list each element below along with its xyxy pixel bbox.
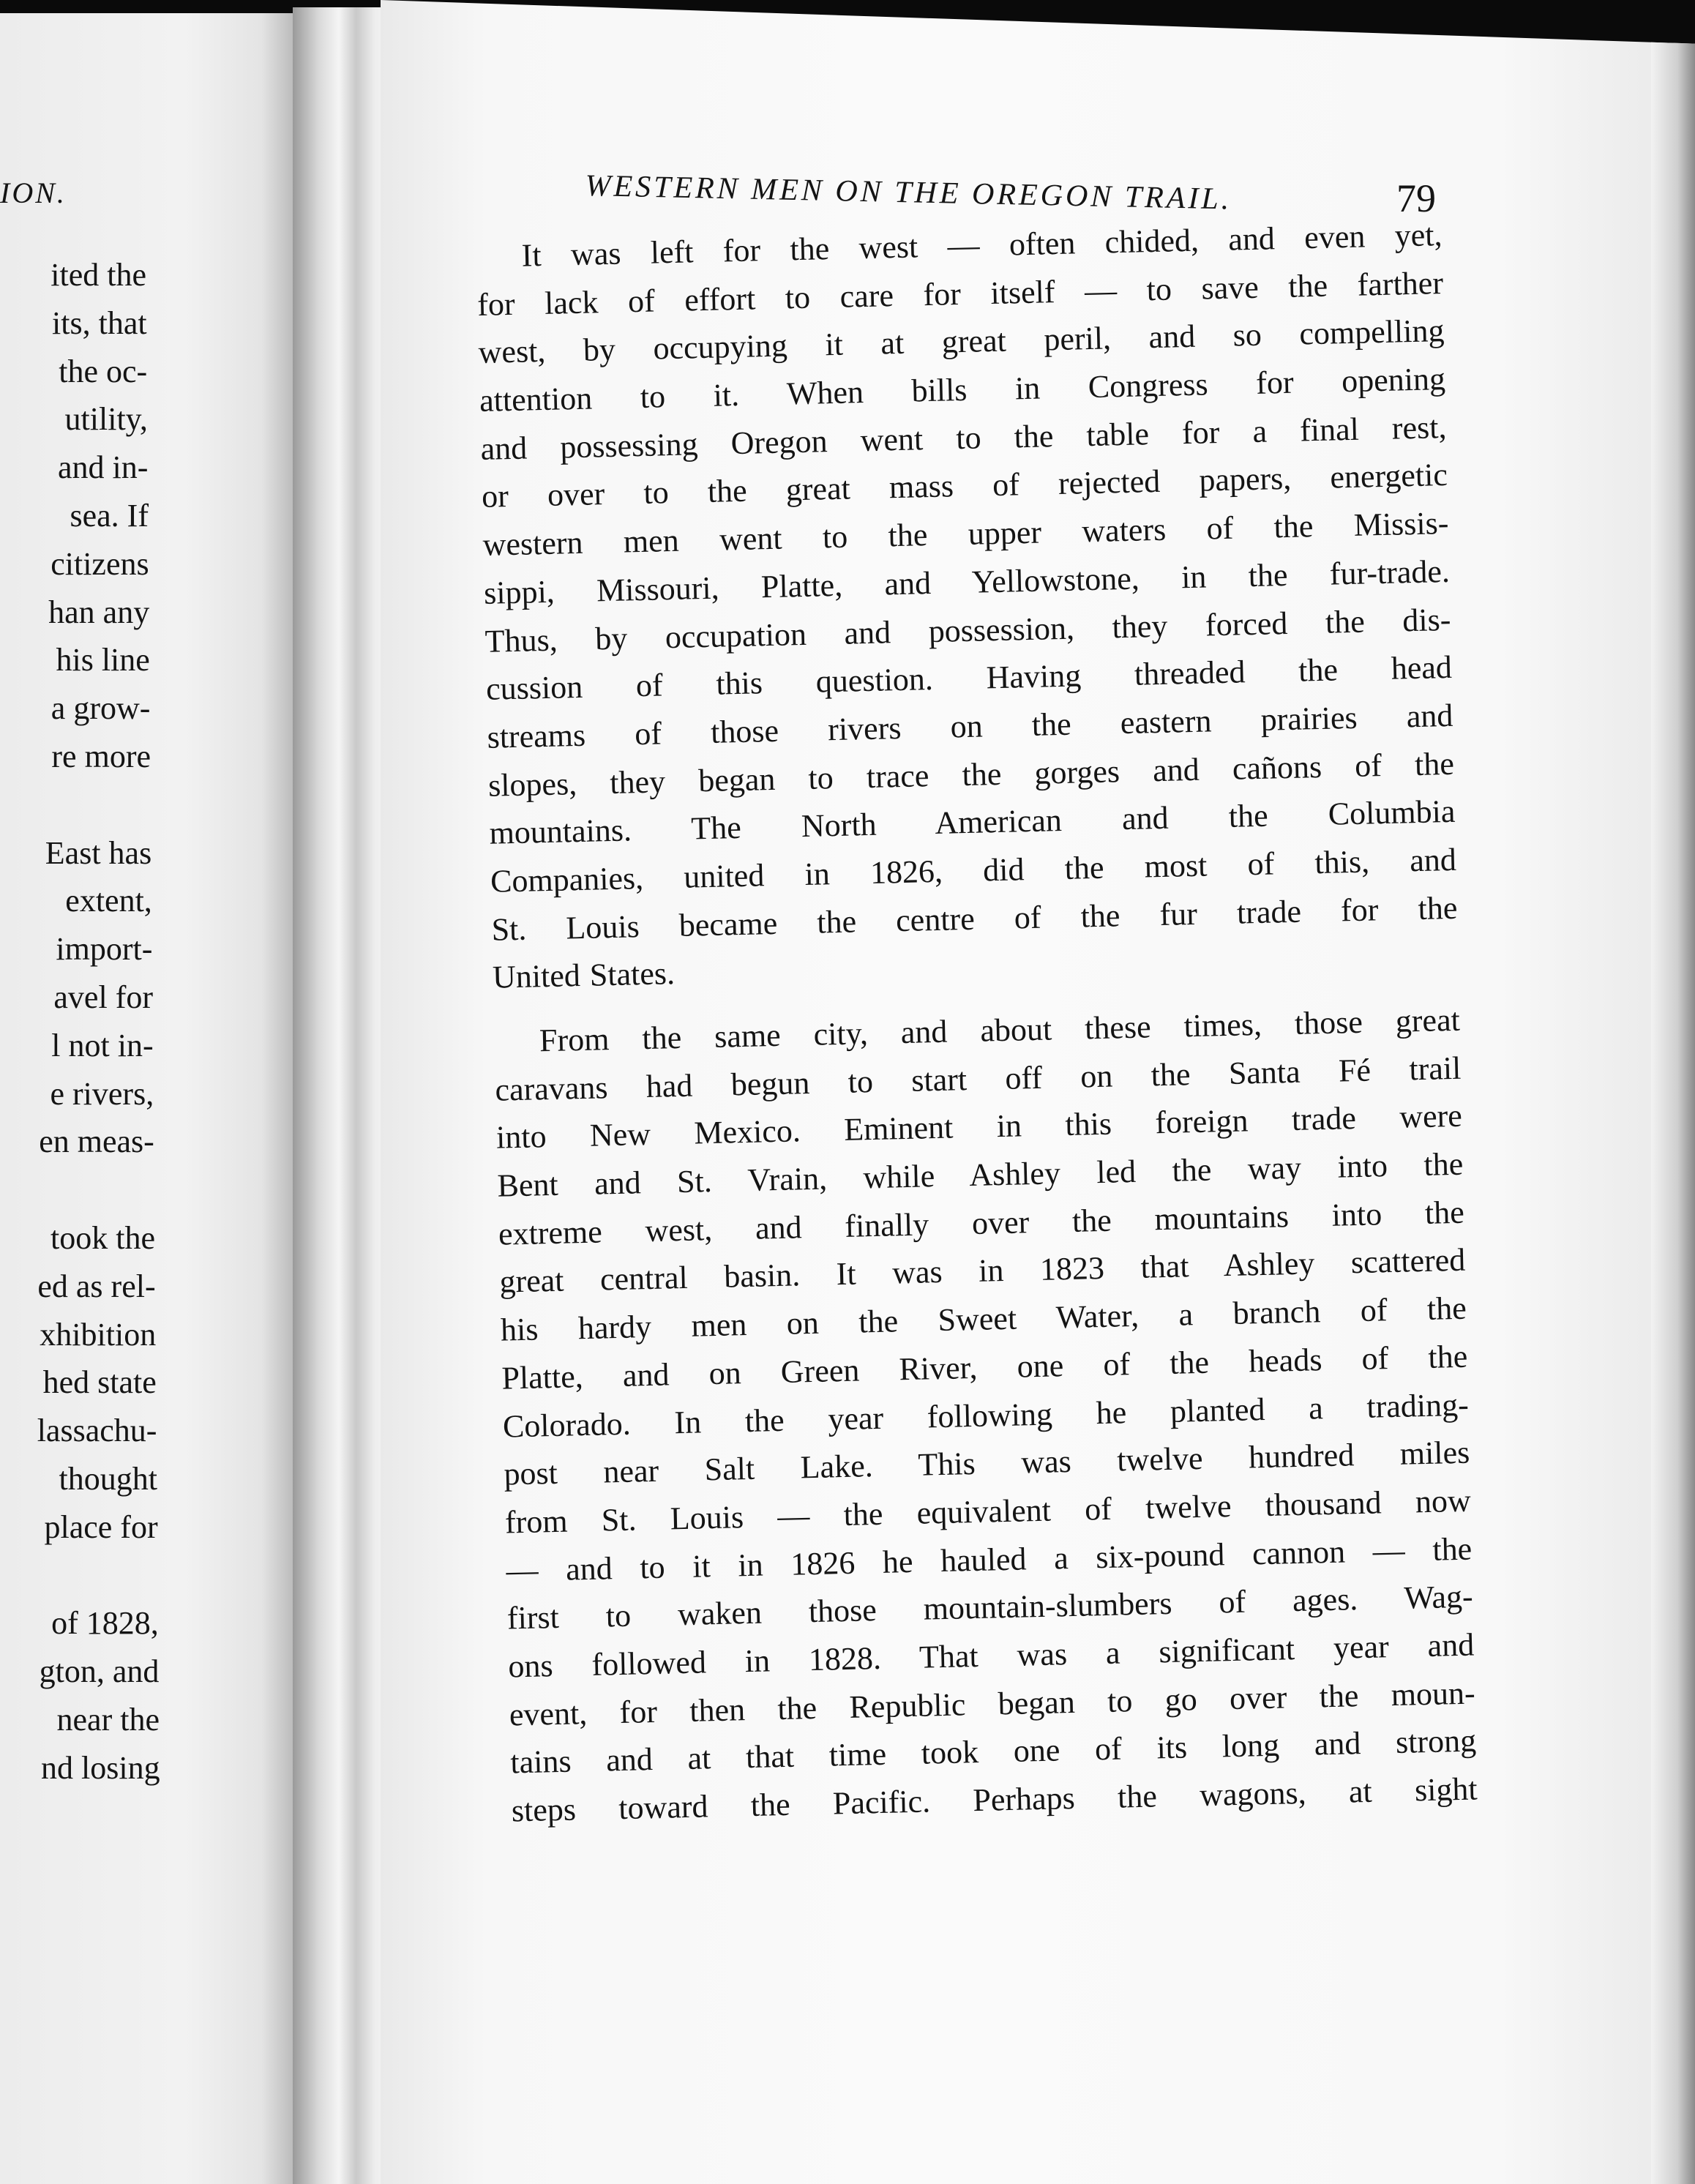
text-line: extreme west, and finally over the mountains into the bbox=[498, 1194, 1465, 1252]
left-line-fragment: the oc- bbox=[59, 353, 148, 389]
text-line: steps toward the Pacific. Perhaps the wagons, at sight bbox=[511, 1770, 1478, 1829]
text-line: slopes, they began to trace the gorges and cañons of the bbox=[487, 745, 1455, 804]
left-line-fragment: ed as rel- bbox=[37, 1268, 156, 1304]
text-line: Bent and St. Vrain, while Ashley led the way into the bbox=[496, 1145, 1464, 1204]
left-page bbox=[0, 13, 307, 2184]
text-line: western men went to the upper waters of the Missis- bbox=[482, 505, 1449, 564]
left-line-fragment: import- bbox=[56, 931, 153, 968]
text-line: Thus, by occupation and possession, they forced the dis- bbox=[484, 601, 1451, 659]
left-line-fragment: East has bbox=[45, 834, 152, 871]
page-number: 79 bbox=[1396, 176, 1436, 220]
text-line: great central basin. It was in 1823 that Ashley scattered bbox=[498, 1242, 1466, 1301]
text-line: streams of those rivers on the eastern prairies and bbox=[487, 697, 1453, 755]
left-line-fragment: han any bbox=[48, 594, 150, 630]
body-text bbox=[476, 211, 1478, 1835]
left-line-fragment: utility, bbox=[64, 401, 148, 438]
text-line: event, for then the Republic began to go over the moun- bbox=[509, 1675, 1476, 1733]
left-running-head-fragment: ION. bbox=[0, 176, 67, 209]
left-line-fragment: near the bbox=[56, 1702, 160, 1738]
text-line: ons followed in 1828. That was a significant year and bbox=[507, 1626, 1475, 1685]
text-line: cussion of this question. Having threaded the head bbox=[485, 649, 1453, 708]
text-line: post near Salt Lake. This was twelve hundred miles bbox=[503, 1434, 1470, 1492]
left-line-fragment: place for bbox=[44, 1508, 158, 1545]
text-line: or over to the great mass of rejected papers, energetic bbox=[481, 457, 1448, 515]
paragraph-2 bbox=[493, 996, 1478, 1835]
left-line-fragment: his line bbox=[56, 642, 150, 678]
left-line-fragment: extent, bbox=[65, 883, 152, 919]
left-line-fragment: e rivers, bbox=[50, 1075, 154, 1112]
book-gutter bbox=[293, 7, 395, 2184]
left-line-fragment: xhibition bbox=[40, 1316, 157, 1353]
left-line-fragment: sea. If bbox=[70, 498, 149, 534]
left-line-fragment: its, that bbox=[52, 304, 147, 341]
left-line-fragment: l not in- bbox=[51, 1027, 154, 1063]
text-line: Companies, united in 1826, did the most of this, and bbox=[490, 841, 1457, 900]
text-line: St. Louis became the centre of the fur trade for the bbox=[491, 889, 1458, 948]
left-line-fragment: thought bbox=[59, 1461, 157, 1497]
left-line-fragment: re more bbox=[51, 738, 151, 774]
left-line-fragment: citizens bbox=[50, 545, 149, 582]
left-line-fragment: gton, and bbox=[39, 1653, 160, 1690]
text-line: sippi, Missouri, Platte, and Yellowstone, in the fur-trade. bbox=[483, 553, 1451, 611]
text-line: mountains. The North American and the Columbia bbox=[489, 793, 1456, 852]
left-line-fragment: hed state bbox=[42, 1364, 157, 1401]
text-line: first to waken those mountain-slumbers of ages. Wag- bbox=[506, 1578, 1474, 1637]
text-line: Colorado. In the year following he planted a trading- bbox=[502, 1386, 1470, 1445]
text-line: attention to it. When bills in Congress for opening bbox=[479, 361, 1446, 419]
text-line: It was left for the west — often chided, and even yet, bbox=[521, 217, 1443, 274]
text-line: his hardy men on the Sweet Water, a branch of the bbox=[500, 1290, 1467, 1348]
text-line: west, by occupying it at great peril, and so compelling bbox=[478, 313, 1445, 371]
text-line: Platte, and on Green River, one of the heads of the bbox=[501, 1338, 1468, 1396]
left-line-fragment: took the bbox=[50, 1220, 155, 1256]
text-line: — and to it in 1826 he hauled a six-pound cannon — the bbox=[505, 1530, 1473, 1589]
paragraph-1 bbox=[476, 211, 1459, 1002]
text-line: and possessing Oregon went to the table for a final rest, bbox=[480, 408, 1447, 467]
left-line-fragment: en meas- bbox=[39, 1123, 154, 1160]
text-line: for lack of effort to care for itself — to save the farther bbox=[476, 264, 1444, 323]
left-line-fragment: and in- bbox=[58, 449, 149, 486]
left-line-fragment: of 1828, bbox=[51, 1605, 159, 1642]
left-line-fragment: ited the bbox=[50, 257, 146, 293]
text-line: United States. bbox=[492, 955, 676, 996]
text-line: From the same city, and about these times, those great bbox=[539, 1001, 1461, 1059]
left-line-fragment: nd losing bbox=[41, 1749, 160, 1786]
text-line: caravans had begun to start off on the Santa Fé trail bbox=[495, 1050, 1462, 1108]
left-line-fragment: lassachu- bbox=[37, 1413, 157, 1449]
running-head: WESTERN MEN ON THE OREGON TRAIL. bbox=[585, 168, 1232, 217]
left-line-fragment: avel for bbox=[53, 979, 153, 1015]
text-line: into New Mexico. Eminent in this foreign trade were bbox=[495, 1098, 1463, 1156]
text-line: tains and at that time took one of its long and strong bbox=[509, 1722, 1477, 1781]
left-line-fragment: a grow- bbox=[50, 690, 151, 727]
page-edge-shadow bbox=[1651, 0, 1695, 2184]
text-line: from St. Louis — the equivalent of twelve thousand now bbox=[504, 1482, 1472, 1541]
